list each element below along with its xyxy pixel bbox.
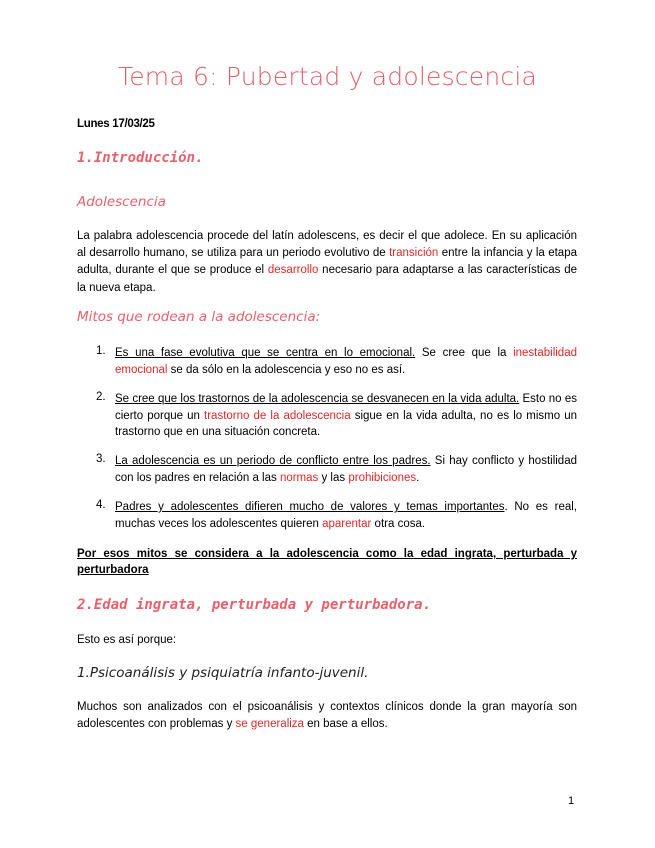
section-heading-introduccion: 1.Introducción. bbox=[77, 150, 204, 166]
list-item-mito-4: Padres y adolescentes difieren mucho de valores y temas importantes. No es real, muchas veces los adolescentes quieren aparentar otra cosa. bbox=[115, 501, 577, 530]
list-number: 3. bbox=[96, 453, 106, 465]
list-item-mito-3: La adolescencia es un periodo de conflicto entre los padres. Si hay conflicto y hostilidad con los padres en relación a las normas y las prohibiciones. bbox=[115, 455, 577, 484]
highlight-transicion: transición bbox=[389, 247, 439, 260]
list-item-mito-2: Se cree que los trastornos de la adolescencia se desvanecen en la vida adulta. Esto no es cierto porque un trastorno de la adolescencia sigue en la vida adulta, no es lo mismo un trastorno que en una situación concreta. bbox=[115, 393, 577, 438]
paragraph-definicion: La palabra adolescencia procede del latín adolescens, es decir el que adolece. En su aplicación al desarrollo humano, se utiliza para un periodo evolutivo de transición entre la infancia y la etapa adulta, durante el que se produce el desarrollo necesario para adaptarse a las características de la nueva etapa. bbox=[77, 230, 577, 294]
section-heading-edad-ingrata: 2.Edad ingrata, perturbada y perturbadora. bbox=[77, 597, 432, 613]
intro-text: Esto es así porque: bbox=[77, 634, 177, 646]
list-item-mito-1: Es una fase evolutiva que se centra en lo emocional. Se cree que la inestabilidad emocional se da sólo en la adolescencia y eso no es así. bbox=[115, 347, 577, 376]
list-number: 1. bbox=[96, 345, 106, 357]
highlight-desarrollo: desarrollo bbox=[267, 264, 319, 277]
date-label: Lunes 17/03/25 bbox=[77, 118, 155, 130]
page-number: 1 bbox=[568, 795, 575, 807]
document-title: Tema 6: Pubertad y adolescencia bbox=[117, 62, 537, 91]
list-number: 2. bbox=[96, 391, 106, 403]
conclusion-text: Por esos mitos se considera a la adolescencia como la edad ingrata, perturbada y perturbadora bbox=[77, 548, 577, 576]
subheading-mitos: Mitos que rodean a la adolescencia: bbox=[77, 309, 321, 325]
paragraph-psicoanalisis: Muchos son analizados con el psicoanálisis y contextos clínicos donde la gran mayoría son adolescentes con problemas y se generaliza en base a ellos. bbox=[77, 701, 577, 731]
subheading-adolescencia: Adolescencia bbox=[77, 194, 166, 210]
list-number: 4. bbox=[96, 499, 106, 511]
highlight-se-generaliza: se generaliza bbox=[235, 718, 304, 731]
subheading-psicoanalisis: 1.Psicoanálisis y psiquiatría infanto-juvenil. bbox=[77, 665, 369, 681]
